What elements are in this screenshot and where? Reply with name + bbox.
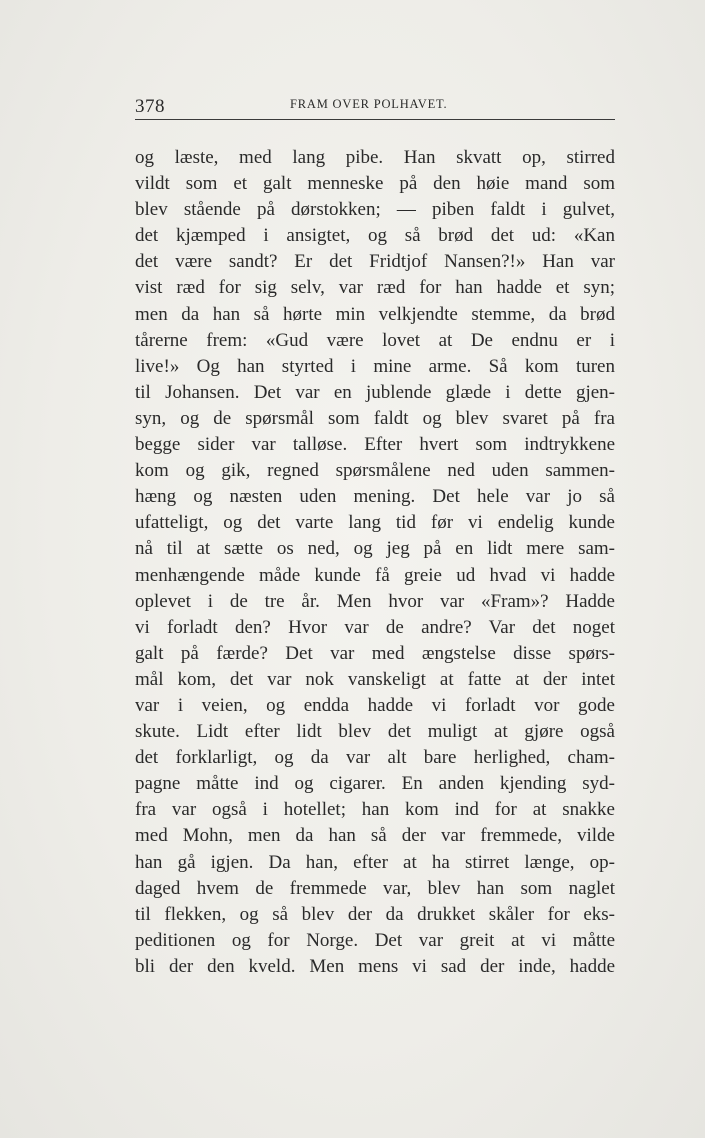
text-line: begge sider var talløse. Efter hvert som indtrykkene [135, 434, 615, 456]
text-line: til Johansen. Det var en jublende glæde i dette gjen- [135, 381, 615, 403]
running-title: FRAM OVER POLHAVET. [290, 97, 448, 111]
text-line: mål kom, det var nok vanskeligt at fatte at der intet [135, 668, 615, 690]
text-line: blev stående på dørstokken; — piben faldt i gulvet, [135, 199, 615, 221]
text-line: daged hvem de fremmede var, blev han som naglet [135, 877, 615, 899]
text-line: fra var også i hotellet; han kom ind for at snakke [135, 799, 615, 821]
text-line: med Mohn, men da han så der var fremmede, vilde [135, 825, 615, 847]
text-line: hæng og næsten uden mening. Det hele var jo så [135, 486, 615, 508]
text-line: peditionen og for Norge. Det var greit at vi måtte [135, 929, 615, 951]
text-line: vist ræd for sig selv, var ræd for han hadde et syn; [135, 277, 615, 299]
text-line: galt på færde? Det var med ængstelse disse spørs- [135, 642, 615, 664]
text-line: kom og gik, regned spørsmålene ned uden sammen- [135, 460, 615, 482]
text-line: live!» Og han styrted i mine arme. Så kom turen [135, 355, 615, 377]
text-line: nå til at sætte os ned, og jeg på en lidt mere sam- [135, 538, 615, 560]
text-line: vi forladt den? Hvor var de andre? Var det noget [135, 616, 615, 638]
text-line: han gå igjen. Da han, efter at ha stirret længe, op- [135, 851, 615, 873]
text-line: syn, og de spørsmål som faldt og blev svaret på fra [135, 407, 615, 429]
header-rule [135, 119, 615, 120]
text-line: men da han så hørte min velkjendte stemme, da brød [135, 303, 615, 325]
text-line: oplevet i de tre år. Men hvor var «Fram»? Hadde [135, 590, 615, 612]
text-line: bli der den kveld. Men mens vi sad der inde, hadde [135, 955, 615, 977]
text-line: det kjæmped i ansigtet, og så brød det ud: «Kan [135, 225, 615, 247]
page-header [135, 94, 615, 120]
text-line: det forklarligt, og da var alt bare herlighed, cham- [135, 747, 615, 769]
text-line: og læste, med lang pibe. Han skvatt op, stirred [135, 147, 615, 168]
text-line: vildt som et galt menneske på den høie mand som [135, 173, 615, 195]
text-line: pagne måtte ind og cigarer. En anden kjending syd- [135, 773, 615, 795]
page-number: 378 [135, 96, 165, 117]
text-line: menhængende måde kunde få greie ud hvad vi hadde [135, 564, 615, 586]
text-line: tårerne frem: «Gud være lovet at De endnu er i [135, 329, 615, 351]
text-line: var i veien, og endda hadde vi forladt vor gode [135, 694, 615, 716]
text-line: skute. Lidt efter lidt blev det muligt at gjøre også [135, 721, 615, 743]
body-text [135, 145, 615, 980]
text-line: det være sandt? Er det Fridtjof Nansen?!» Han var [135, 251, 615, 273]
text-line: ufatteligt, og det varte lang tid før vi endelig kunde [135, 512, 615, 534]
text-line: til flekken, og så blev der da drukket skåler for eks- [135, 903, 615, 925]
